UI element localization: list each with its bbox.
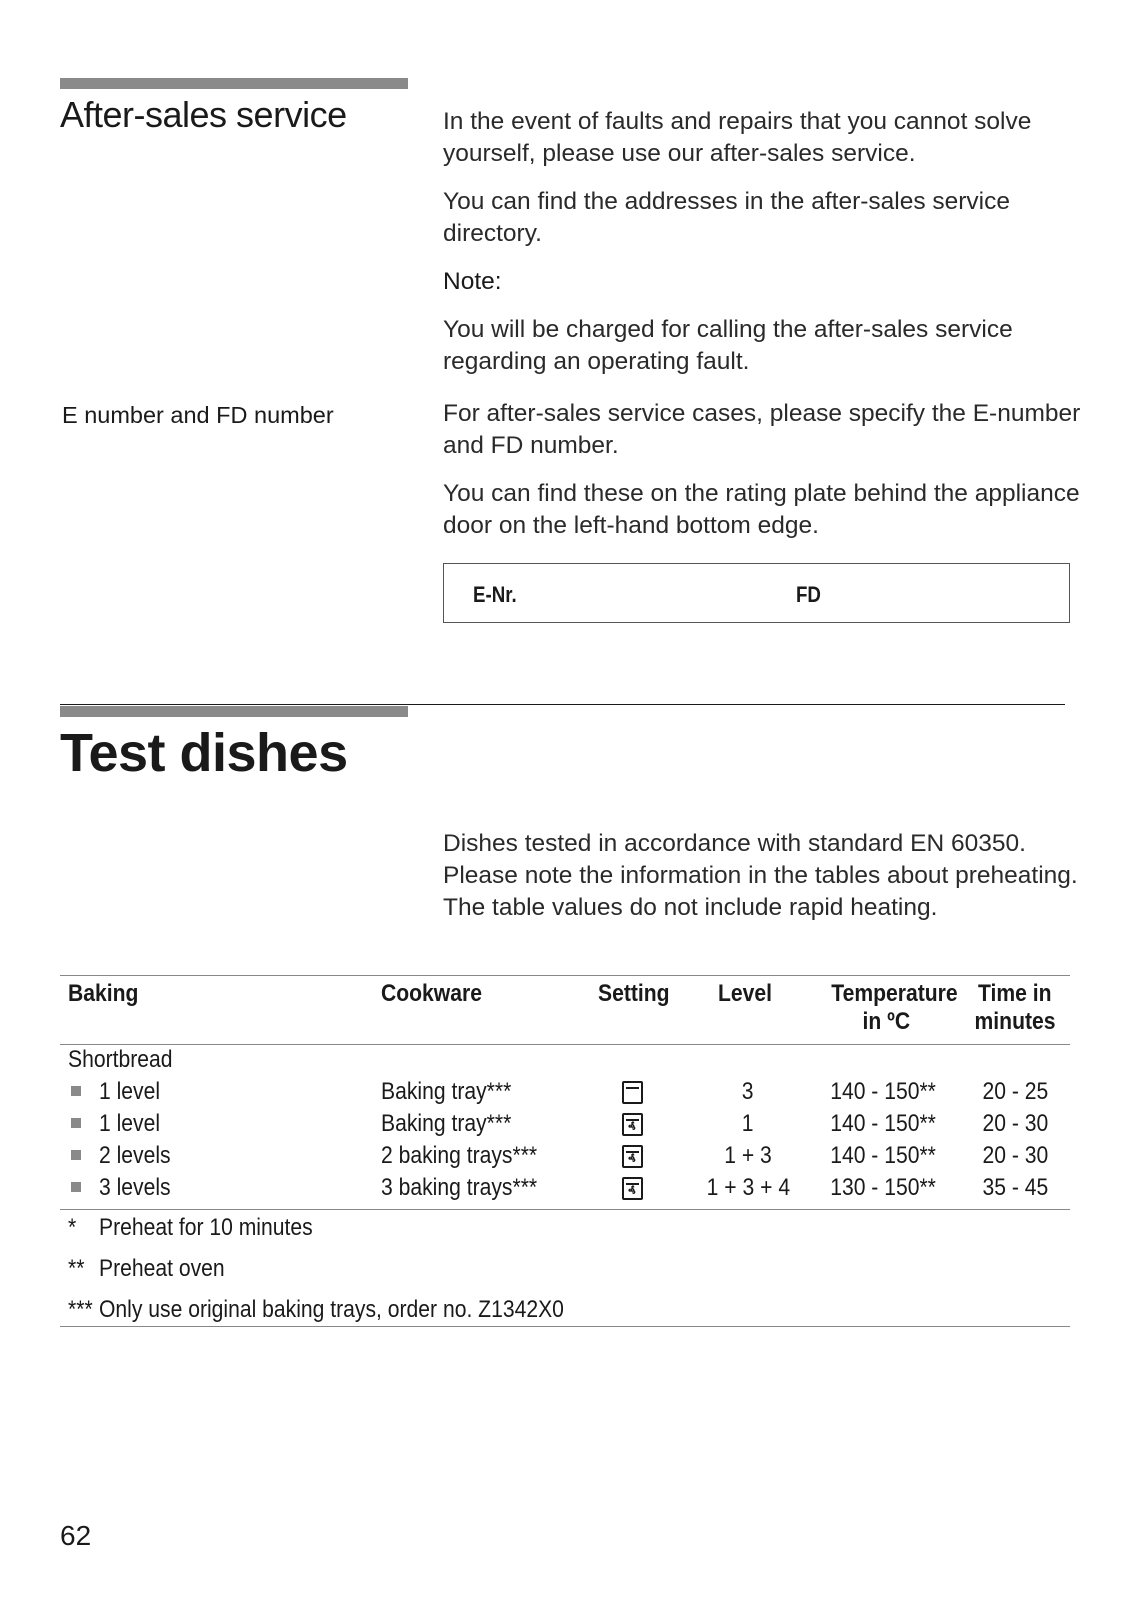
top-bottom-heat-icon xyxy=(622,1081,643,1104)
e-number-para-2: You can find these on the rating plate behind the appliance door on the left-hand bottom edge. xyxy=(443,480,1080,539)
row-temperature-text: 140 - 150** xyxy=(830,1078,936,1105)
row-cookware: Baking tray*** xyxy=(381,1078,512,1105)
footnote-text: Preheat oven xyxy=(99,1255,225,1282)
table-header-rule xyxy=(60,1044,1070,1045)
row-baking: 3 levels xyxy=(99,1174,171,1201)
row-level-text: 1 xyxy=(742,1110,754,1137)
note-text: You will be charged for calling the after-sales service regarding an operating fault. xyxy=(443,316,1013,375)
bullet-icon xyxy=(71,1118,81,1128)
fd-label: FD xyxy=(796,582,821,607)
row-time-text: 20 - 25 xyxy=(982,1078,1048,1105)
row-temperature xyxy=(808,1110,958,1138)
row-time-text: 35 - 45 xyxy=(982,1174,1048,1201)
row-level xyxy=(688,1174,808,1202)
chapter-divider-bar xyxy=(60,706,408,717)
row-level-text: 3 xyxy=(742,1078,754,1105)
header-level: Level xyxy=(718,980,773,1007)
footnote-mark: *** xyxy=(68,1296,93,1323)
row-level xyxy=(688,1142,808,1170)
table-top-rule xyxy=(60,975,1070,976)
group-label: Shortbread xyxy=(68,1046,173,1073)
table-body-rule xyxy=(60,1209,1070,1210)
row-baking: 2 levels xyxy=(99,1142,171,1169)
page-number: 62 xyxy=(60,1520,92,1551)
row-cookware: 2 baking trays*** xyxy=(381,1142,538,1169)
row-time xyxy=(964,1174,1066,1202)
note-label: Note: xyxy=(443,268,502,295)
header-baking: Baking xyxy=(68,980,139,1007)
row-time xyxy=(964,1110,1066,1138)
row-temperature-text: 140 - 150** xyxy=(830,1110,936,1137)
e-nr-label: E-Nr. xyxy=(473,582,517,607)
section-divider-bar xyxy=(60,78,408,89)
after-sales-para-1: In the event of faults and repairs that you cannot solve yourself, please use our after-sales service. xyxy=(443,108,1032,167)
row-level-text: 1 + 3 + 4 xyxy=(706,1174,790,1201)
test-dishes-intro-text: Dishes tested in accordance with standard EN 60350. Please note the information in the tables about preheating. The table values do not include rapid heating. xyxy=(443,830,1078,921)
header-setting: Setting xyxy=(598,980,670,1007)
hot-air-icon xyxy=(622,1177,643,1200)
e-number-title: E number and FD number xyxy=(62,402,334,428)
header-cookware: Cookware xyxy=(381,980,482,1007)
row-temperature xyxy=(808,1142,958,1170)
hot-air-icon xyxy=(622,1113,643,1136)
row-temperature xyxy=(808,1174,958,1202)
test-dishes-intro xyxy=(443,828,1083,924)
header-temperature-line1: Temperature xyxy=(831,980,958,1007)
e-number-para-1: For after-sales service cases, please specify the E-number and FD number. xyxy=(443,400,1081,459)
after-sales-para-2: You can find the addresses in the after-sales service directory. xyxy=(443,188,1011,247)
row-time xyxy=(964,1078,1066,1106)
after-sales-body xyxy=(443,106,1083,378)
test-dishes-title: Test dishes xyxy=(60,723,348,783)
bullet-icon xyxy=(71,1150,81,1160)
e-number-body xyxy=(443,398,1083,542)
footnote-mark: ** xyxy=(68,1255,85,1282)
row-time xyxy=(964,1142,1066,1170)
row-level xyxy=(688,1078,808,1106)
row-baking: 1 level xyxy=(99,1078,161,1105)
footnote-text: Only use original baking trays, order no. Z1342X0 xyxy=(99,1296,564,1323)
row-level-text: 1 + 3 xyxy=(724,1142,772,1169)
after-sales-title: After-sales service xyxy=(60,94,347,135)
hot-air-icon xyxy=(622,1145,643,1168)
header-temperature xyxy=(808,980,958,1036)
row-level xyxy=(688,1110,808,1138)
bullet-icon xyxy=(71,1182,81,1192)
row-time-text: 20 - 30 xyxy=(982,1142,1048,1169)
bullet-icon xyxy=(71,1086,81,1096)
rating-plate-box xyxy=(443,563,1070,623)
chapter-divider-line xyxy=(60,704,1065,705)
row-temperature xyxy=(808,1078,958,1106)
row-temperature-text: 130 - 150** xyxy=(830,1174,936,1201)
row-time-text: 20 - 30 xyxy=(982,1110,1048,1137)
row-cookware: 3 baking trays*** xyxy=(381,1174,538,1201)
row-baking: 1 level xyxy=(99,1110,161,1137)
header-time-line1: Time in xyxy=(978,980,1052,1007)
footnote-mark: * xyxy=(68,1214,77,1241)
row-temperature-text: 140 - 150** xyxy=(830,1142,936,1169)
header-time-line2: minutes xyxy=(974,1008,1056,1035)
footnote-text: Preheat for 10 minutes xyxy=(99,1214,313,1241)
header-time xyxy=(964,980,1066,1036)
row-cookware: Baking tray*** xyxy=(381,1110,512,1137)
header-temperature-line2: in ºC xyxy=(862,1008,910,1035)
table-bottom-rule xyxy=(60,1326,1070,1327)
